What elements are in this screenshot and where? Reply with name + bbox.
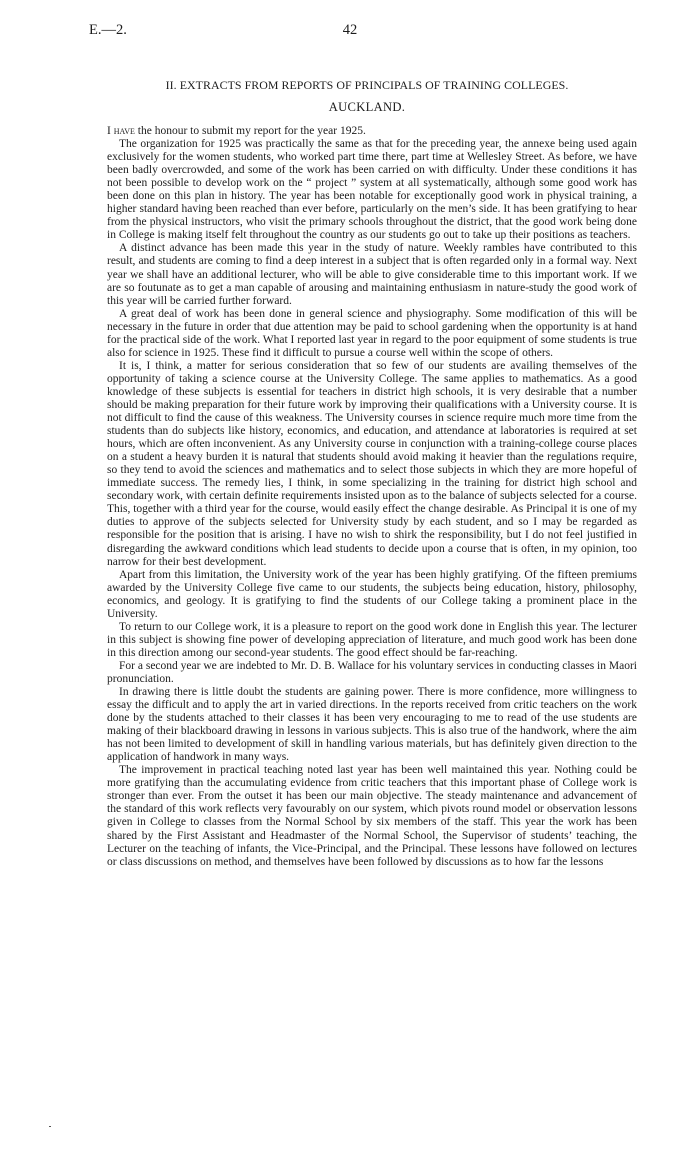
paragraph-drawing: In drawing there is little doubt the students are gaining power. There is more confidence, more willingness to essay the difficult and to apply the art in varied directions. In the reports received from critic teachers on the work done by the students attached to their classes it has been very encouraging to me to read of the use students are making of their blackboard drawing in lessons in various subjects. This is also true of the handwork, where the aim has not been limited to development of skill in handling various materials, but has definitely given direction to the application of handwork in many ways.: [107, 686, 637, 764]
paragraph-general-science: A great deal of work has been done in general science and physiography. Some modification of this will be necessary in the future in order that due attention may be paid to school gardening when the opportunity is at hand for the practical side of the work. What I reported last year in regard to the poor equipment of some students is true also for science in 1925. These find it difficult to pursue a course well within the scope of others.: [107, 307, 637, 359]
scan-mark: [49, 1126, 51, 1127]
paragraph-nature-study: A distinct advance has been made this year in the study of nature. Weekly rambles have contributed to this result, and students are coming to find a deep interest in a subject that is often regarded only in a formal way. Next year we shall have an additional lecturer, who will be able to give considerable time to this important work. If we are so foutunate as to get a man capable of arousing and maintaining enthusiasm in nature-study the good work of this year will be carried further forward.: [107, 242, 637, 307]
headings: [88, 78, 646, 114]
running-head: [0, 22, 700, 42]
report-body: [107, 125, 637, 869]
opening-rest: the honour to submit my report for the year 1925.: [134, 125, 366, 137]
paragraph-organization: The organization for 1925 was practically the same as that for the preceding year, the annexe being used again exclusively for the women students, who worked part time there, part time at Wellesley Street. As before, we have been badly overcrowded, and some of the work has been carried on with difficulty. Under these conditions it has not been possible to develop work on the “ project ” system at all systematically, although some good work has been done on this plan in history. The year has been notable for exceptionally good work in physical training, a higher standard having been reached than ever before, particularly on the men’s side. It has been gratifying to hear from the physical instructors, who visit the primary schools throughout the district, that the good work being done in College is making itself felt throughout the country as our students go out to take up their positions as teachers.: [107, 138, 637, 242]
document-reference: E.—2.: [89, 22, 127, 38]
opening-paragraph: [107, 125, 637, 138]
college-title: AUCKLAND.: [328, 100, 406, 114]
paragraph-university-courses: It is, I think, a matter for serious consideration that so few of our students are availing themselves of the opportunity of taking a science course at the University College. The same applies to mathematics. As a good knowledge of these subjects is essential for teachers in district high schools, it is very desirable that a number should be making preparation for their future work by improving their qualifications with a University course. It is not difficult to find the cause of this weakness. The University courses in science require much more time from the students than do subjects like history, economics, and education, and attendance at laboratories is required at set hours, which are often inconvenient. As any University course in conjunction with a training-college course places on a student a heavy burden it is natural that students should avoid making it heavier than the regulations require, so they tend to avoid the sciences and mathematics and to select those subjects in which they are more hopeful of immediate success. The remedy lies, I think, in some specializing in the training for district high school and secondary work, with certain definite requirements insisted upon as to the balance of subjects selected for a course. This, together with a third year for the course, would easily effect the change desirable. As Principal it is one of my duties to approve of the subjects selected for University study by each student, and so I may be regarded as responsible for the position that is arising. I have no wish to shirk the responsibility, but I do not feel justified in disregarding the awkward conditions which lead students to decide upon a course that is often, in my opinion, too narrow for their best development.: [107, 359, 637, 568]
paragraph-maori: For a second year we are indebted to Mr. D. B. Wallace for his voluntary services in conducting classes in Maori pronunciation.: [107, 659, 637, 685]
paragraph-english: To return to our College work, it is a pleasure to report on the good work done in English this year. The lecturer in this subject is showing fine power of developing appreciation of literature, and much good work has been done in this direction among our second-year students. The good effect should be far-reaching.: [107, 620, 637, 659]
section-title: II. EXTRACTS FROM REPORTS OF PRINCIPALS OF TRAINING COLLEGES.: [165, 78, 569, 92]
page-number: 42: [342, 22, 358, 38]
paragraph-practical-teaching: The improvement in practical teaching noted last year has been well maintained this year. Nothing could be more gratifying than the accumulating evidence from critic teachers that this important phase of College work is stronger than ever. From the outset it has been our main objective. The steady maintenance and advancement of the standard of this work reflects very favourably on our system, which pivots round model or observation lessons given in College to classes from the Normal School by six members of the staff. This year the work has been shared by the First Assistant and Headmaster of the Normal School, the Supervisor of students’ teaching, the Lecturer on the teaching of infants, the Vice-Principal, and the Principal. These lessons have followed on lectures or class discussions on method, and themselves have been followed by discussions as to how far the lessons: [107, 764, 637, 868]
opening-lead: I have: [107, 125, 135, 137]
paragraph-university-work: Apart from this limitation, the University work of the year has been highly gratifying. Of the fifteen premiums awarded by the University College five came to our students, the subjects being education, history, philosophy, economics, and geology. It is gratifying to find the students of our College taking a prominent place in the University.: [107, 568, 637, 620]
